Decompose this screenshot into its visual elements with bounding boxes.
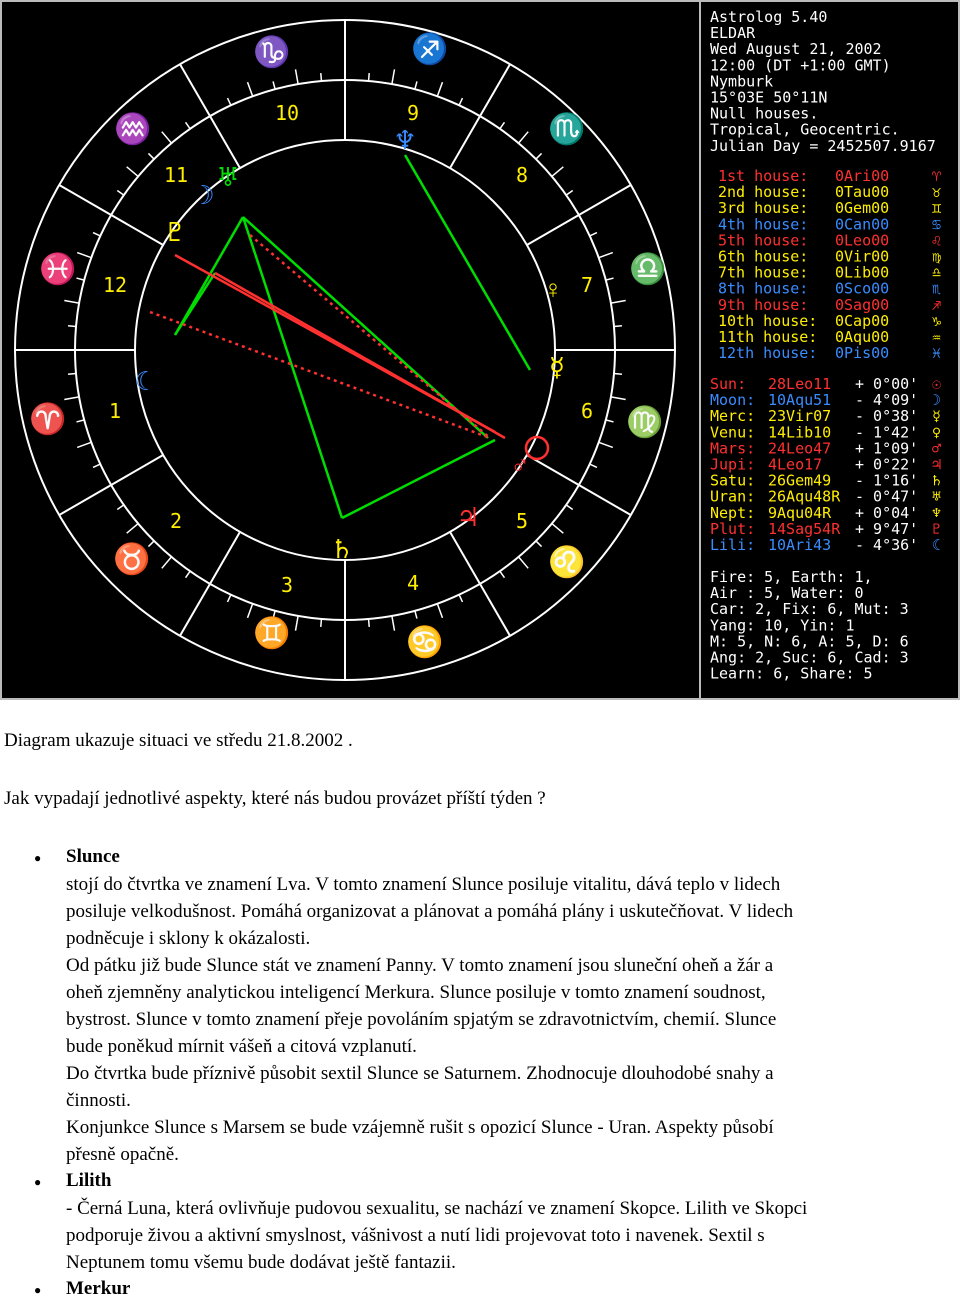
house-label: 2nd house: <box>718 183 809 202</box>
list-item-body <box>66 1195 807 1276</box>
house-value: 0Can00 <box>835 215 890 234</box>
body-line: - Černá Luna, která ovlivňuje pudovou sexualitu, se nachází ve znamení Skopce. Lilith ve Skopci <box>66 1198 808 1219</box>
house-number-8: 8 <box>515 163 529 187</box>
list-item-body <box>66 871 793 1168</box>
stats-line: Air : 5, Water: 0 <box>710 584 864 603</box>
planet-aspect: - 4°36' <box>855 536 919 554</box>
planet-position: 10Ari43 <box>768 536 832 554</box>
list-item-title: Merkur <box>66 1278 131 1299</box>
house-number-10: 10 <box>274 101 300 125</box>
aries-glyph: ♈ <box>29 402 67 436</box>
planet-label: Venu: <box>710 423 756 442</box>
body-line: podporuje živou a aktivní smyslnost, vášnivost a nutí lidi projevovat toto i navenek. Sextil s <box>66 1225 765 1246</box>
lilith-glyph: ☾ <box>134 366 158 396</box>
planet-position: 26Aqu48R <box>768 487 841 506</box>
planet-label: Merc: <box>710 407 756 426</box>
planet-aspect: + 0°22' <box>855 455 919 474</box>
info-line: 12:00 (DT +1:00 GMT) <box>710 56 891 75</box>
house-sign-icon: ♐ <box>932 295 942 314</box>
taurus-glyph: ♉ <box>113 542 151 576</box>
planet-aspect: + 9°47' <box>855 519 919 538</box>
house-value: 0Lib00 <box>835 263 890 282</box>
info-line: ELDAR <box>710 24 756 43</box>
house-number-3: 3 <box>280 573 294 597</box>
planet-aspect: - 0°47' <box>855 487 919 506</box>
house-number-7: 7 <box>580 273 594 297</box>
planet-position: 14Sag54R <box>768 519 841 538</box>
moon-glyph: ☽ <box>191 180 215 210</box>
house-sign-icon: ♊ <box>932 199 942 218</box>
planet-position: 24Leo47 <box>768 439 832 458</box>
intro-text: Diagram ukazuje situaci ve středu 21.8.2002 . <box>4 730 353 751</box>
house-number-5: 5 <box>515 509 529 533</box>
list-item-title: Lilith <box>66 1170 112 1191</box>
planet-label: Mars: <box>710 439 756 458</box>
planet-aspect: + 0°00' <box>855 375 919 393</box>
house-value: 0Vir00 <box>835 247 890 266</box>
planet-label: Jupi: <box>710 455 756 474</box>
planet-position: 9Aqu04R <box>768 503 832 522</box>
planet-label: Plut: <box>710 519 756 538</box>
house-number-4: 4 <box>406 571 420 595</box>
info-line: 15°03E 50°11N <box>710 88 828 107</box>
body-line: bude poněkud mírnit vášeň a citová vzplanutí. <box>66 1036 417 1057</box>
house-number-2: 2 <box>169 509 183 533</box>
planet-position: 10Aqu51 <box>768 391 832 410</box>
body-line: posiluje velkodušnost. Pomáhá organizovat a plánovat a pomáhá plány i uskutečňovat. V lidech <box>66 901 794 922</box>
planet-icon: ☉ <box>932 375 942 393</box>
stats-line: Learn: 6, Share: 5 <box>710 664 873 683</box>
planet-icon: ☿ <box>932 407 942 426</box>
planet-icon: ♂ <box>932 439 942 458</box>
planet-position: 28Leo11 <box>768 375 832 393</box>
stats-line: M: 5, N: 6, A: 5, D: 6 <box>710 632 909 651</box>
planet-label: Uran: <box>710 487 756 506</box>
house-label: 7th house: <box>718 263 809 282</box>
planet-icon: ☾ <box>932 536 942 554</box>
house-value: 0Aqu00 <box>835 328 890 346</box>
stats-line: Ang: 2, Suc: 6, Cad: 3 <box>710 648 909 667</box>
body-line: činnosti. <box>66 1090 131 1111</box>
planet-aspect: + 0°04' <box>855 503 919 522</box>
house-value: 0Pis00 <box>835 344 890 363</box>
libra-glyph: ♎ <box>629 252 667 286</box>
house-sign-icon: ♏ <box>932 279 942 298</box>
house-sign-icon: ♓ <box>932 344 942 363</box>
planet-aspect: - 1°42' <box>855 423 919 442</box>
house-value: 0Gem00 <box>835 199 890 218</box>
house-label: 8th house: <box>718 279 809 298</box>
body-line: přesně opačně. <box>66 1144 179 1165</box>
gemini-glyph: ♊ <box>253 616 291 650</box>
house-label: 5th house: <box>718 231 809 250</box>
planet-position: 4Leo17 <box>768 455 823 474</box>
house-number-9: 9 <box>406 101 420 125</box>
stats-line: Car: 2, Fix: 6, Mut: 3 <box>710 600 909 619</box>
body-line: Od pátku již bude Slunce stát ve znamení Panny. V tomto znamení jsou sluneční oheň a žár a <box>66 955 774 976</box>
planet-icon: ♇ <box>932 519 942 538</box>
house-sign-icon: ♎ <box>932 263 942 282</box>
stats-line: Fire: 5, Earth: 1, <box>710 568 873 586</box>
house-number-6: 6 <box>580 399 594 423</box>
house-value: 0Tau00 <box>835 183 890 202</box>
planet-label: Nept: <box>710 503 756 522</box>
house-sign-icon: ♍ <box>932 247 942 266</box>
neptune-glyph: ♆ <box>393 125 417 155</box>
body-line: Neptunem tomu všemu bude dodávat ještě fantazii. <box>66 1252 456 1273</box>
planet-icon: ♆ <box>932 503 942 522</box>
uranus-glyph: ♅ <box>216 162 240 192</box>
house-value: 0Sag00 <box>835 295 890 314</box>
scorpio-glyph: ♏ <box>548 112 586 146</box>
planet-aspect: + 1°09' <box>855 439 919 458</box>
info-line: Wed August 21, 2002 <box>710 40 882 59</box>
body-line: podněcuje i sklony k okázalosti. <box>66 928 311 949</box>
house-label: 11th house: <box>718 328 818 346</box>
planet-label: Sun: <box>710 375 747 393</box>
cancer-glyph: ♋ <box>406 625 444 659</box>
planet-icon: ☽ <box>932 391 942 410</box>
house-sign-icon: ♒ <box>932 328 942 346</box>
info-line: Tropical, Geocentric. <box>710 120 900 139</box>
jupiter-glyph: ♃ <box>456 502 480 532</box>
bullet-icon: ● <box>34 851 42 865</box>
house-number-11: 11 <box>163 163 189 187</box>
aquarius-glyph: ♒ <box>114 112 152 146</box>
house-label: 12th house: <box>718 344 818 363</box>
sagittarius-glyph: ♐ <box>411 32 449 66</box>
house-value: 0Cap00 <box>835 311 890 330</box>
body-line: oheň zjemněny analytickou inteligencí Merkura. Slunce posiluje v tomto znamení soudnost, <box>66 982 766 1003</box>
planet-label: Moon: <box>710 391 756 410</box>
info-line: Nymburk <box>710 72 774 91</box>
body-line: bystrost. Slunce v tomto znamení přeje povoláním spjatým se zdravotnictvím, chemií. Slunce <box>66 1009 777 1030</box>
planet-position: 14Lib10 <box>768 423 832 442</box>
bullet-icon: ● <box>34 1175 42 1189</box>
house-value: 0Ari00 <box>835 167 890 185</box>
body-line: Do čtvrtka bude příznivě působit sextil Slunce se Saturnem. Zhodnocuje dlouhodobé snahy a <box>66 1063 774 1084</box>
mars-glyph: ♂ <box>510 450 530 480</box>
mercury-glyph: ☿ <box>549 352 565 382</box>
house-sign-icon: ♌ <box>932 231 942 250</box>
planet-icon: ♅ <box>932 487 942 506</box>
house-label: 1st house: <box>718 167 809 185</box>
house-sign-icon: ♈ <box>932 167 942 185</box>
house-label: 9th house: <box>718 295 809 314</box>
house-sign-icon: ♋ <box>932 215 942 234</box>
info-line: Null houses. <box>710 104 819 123</box>
house-number-1: 1 <box>108 399 122 423</box>
planet-label: Lili: <box>710 536 756 554</box>
venus-glyph: ♀ <box>543 274 563 304</box>
house-sign-icon: ♑ <box>932 311 942 330</box>
pisces-glyph: ♓ <box>39 252 77 286</box>
capricorn-glyph: ♑ <box>253 35 291 69</box>
question-text: Jak vypadají jednotlivé aspekty, které nás budou provázet příští týden ? <box>4 788 546 809</box>
bullet-icon: ● <box>34 1283 42 1297</box>
body-line: stojí do čtvrtka ve znamení Lva. V tomto znamení Slunce posiluje vitalitu, dává teplo v lidech <box>66 874 781 895</box>
virgo-glyph: ♍ <box>626 405 664 439</box>
planet-label: Satu: <box>710 471 756 490</box>
house-label: 4th house: <box>718 215 809 234</box>
pluto-glyph: ♇ <box>163 217 187 247</box>
house-value: 0Leo00 <box>835 231 890 250</box>
leo-glyph: ♌ <box>548 545 586 579</box>
planet-icon: ♀ <box>932 423 942 442</box>
house-sign-icon: ♉ <box>932 183 942 202</box>
body-line: Konjunkce Slunce s Marsem se bude vzájemně rušit s opozicí Slunce - Uran. Aspekty působí <box>66 1117 774 1138</box>
planet-position: 26Gem49 <box>768 471 832 490</box>
house-value: 0Sco00 <box>835 279 890 298</box>
house-label: 3rd house: <box>718 199 809 218</box>
planet-aspect: - 4°09' <box>855 391 919 410</box>
planet-aspect: - 0°38' <box>855 407 919 426</box>
house-label: 10th house: <box>718 311 818 330</box>
saturn-glyph: ♄ <box>330 534 354 564</box>
house-label: 6th house: <box>718 247 809 266</box>
info-line: Julian Day = 2452507.9167 <box>710 136 936 155</box>
planet-position: 23Vir07 <box>768 407 832 426</box>
planet-icon: ♄ <box>932 471 942 490</box>
list-item-title: Slunce <box>66 846 120 867</box>
stats-line: Yang: 10, Yin: 1 <box>710 616 855 635</box>
house-number-12: 12 <box>102 273 128 297</box>
planet-aspect: - 1°16' <box>855 471 919 490</box>
planet-icon: ♃ <box>932 455 942 474</box>
info-line: Astrolog 5.40 <box>710 8 828 26</box>
